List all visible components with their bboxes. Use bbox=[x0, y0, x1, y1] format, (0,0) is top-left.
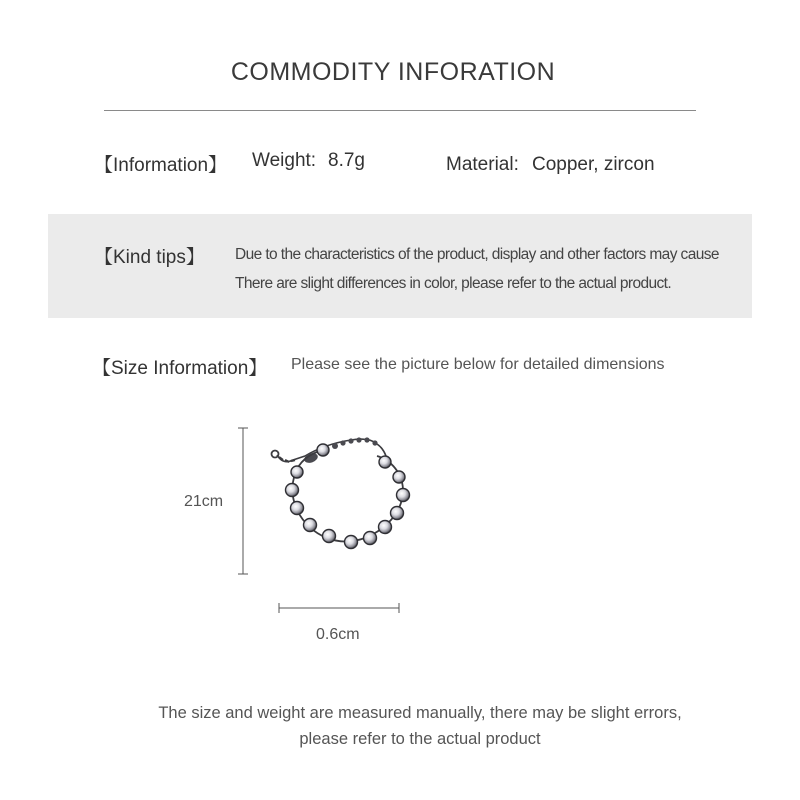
kind-tips-label: 【Kind tips】 bbox=[94, 247, 205, 268]
size-information-label: 【Size Information】 bbox=[92, 358, 268, 379]
weight-value: 8.7g bbox=[328, 150, 365, 171]
weight-label: Weight: bbox=[252, 150, 317, 171]
page-title: COMMODITY INFORATION bbox=[230, 58, 556, 86]
footer-note-line-2: please refer to the actual product bbox=[299, 730, 541, 748]
height-dimension-label: 21cm bbox=[184, 493, 224, 510]
material-label: Material: bbox=[446, 154, 519, 175]
kind-tips-line-2: There are slight differences in color, please refer to the actual product. bbox=[235, 275, 672, 292]
size-information-description: Please see the picture below for detailed dimensions bbox=[291, 356, 665, 373]
width-dimension-label: 0.6cm bbox=[316, 626, 360, 643]
information-label: 【Information】 bbox=[94, 155, 228, 176]
footer-note-line-1: The size and weight are measured manually, there may be slight errors, bbox=[158, 704, 682, 722]
material-value: Copper, zircon bbox=[532, 154, 655, 175]
kind-tips-line-1: Due to the characteristics of the product, display and other factors may cause bbox=[235, 246, 719, 263]
bracelet-image bbox=[265, 430, 425, 565]
